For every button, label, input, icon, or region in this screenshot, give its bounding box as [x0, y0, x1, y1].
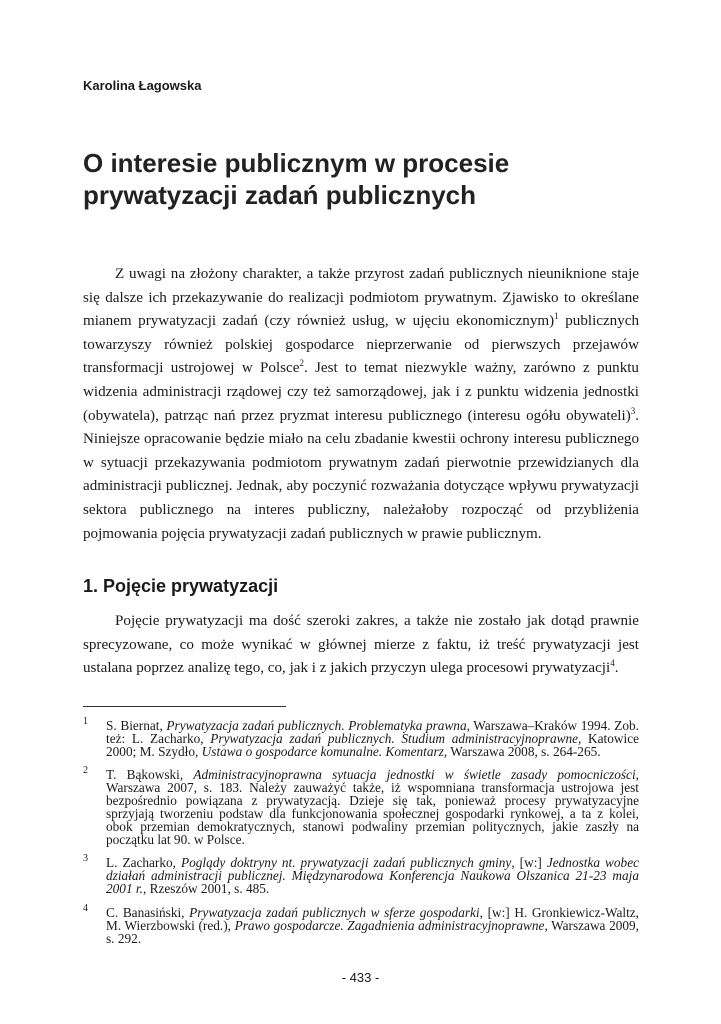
footnote-segment: , [w:] — [511, 855, 547, 870]
author-name: Karolina Łagowska — [83, 78, 202, 93]
article-title: O interesie publicznym w procesie prywatyzacji zadań publicznych — [83, 148, 510, 210]
footnote-segment: C. Banasiński, — [106, 905, 190, 920]
footnote-3 — [83, 853, 640, 896]
footnote-segment: , Warszawa 2009, s. 292. — [106, 918, 639, 946]
footnote-text — [106, 856, 639, 895]
footnote-title: Prawo gospodarcze. Zagadnienia administracyjnoprawne — [234, 918, 545, 933]
footnote-text — [106, 768, 639, 846]
footnote-segment: S. Biernat, — [106, 718, 167, 733]
section-heading: 1. Pojęcie prywatyzacji — [83, 576, 279, 596]
footnote-title: Prywatyzacja zadań publicznych. Problematyka prawna — [166, 718, 467, 733]
footnote-number: 4 — [83, 903, 88, 914]
footnote-segment: L. Zacharko, — [106, 855, 182, 870]
footnote-title: Ustawa o gospodarce komunalne. Komentarz — [201, 744, 444, 759]
footnote-title: Prywatyzacja zadań publicznych. Studium administracyjnoprawne — [210, 731, 579, 746]
footnote-title: Administracyjnoprawna sytuacja jednostki w świetle zasady pomocniczości — [193, 767, 636, 782]
footnote-ref-3[interactable]: 3 — [630, 405, 636, 416]
footnote-ref-2[interactable]: 2 — [299, 358, 304, 369]
footnote-segment: T. Bąkowski, — [106, 767, 194, 782]
intro-text-4: . Niniejsze opracowanie będzie miało na celu zbadanie kwestii ochrony interesu publicznego w sytuacji przekazywania podmiotom prywatnym zadań pierwotnie przewidzianych dla administracji publicznej. Jednak, aby poczynić rozważania dotyczące wpływu prywatyzacji sektora publicznego na interes publiczny, należałoby rozpocząć od przybliżenia pojmowania pojęcia prywatyzacji zadań publicznych w prawie publicznym. — [83, 407, 639, 542]
section-text-1: Pojęcie prywatyzacji ma dość szeroki zakres, a także nie zostało jak dotąd prawnie sprecyzowane, co może wynikać w głównej mierze z faktu, iż treść prywatyzacji jest ustalana poprzez analizę tego, co, jak i z jakich przyczyn ulega procesowi prywatyzacji — [83, 613, 639, 677]
footnote-number: 1 — [83, 716, 88, 727]
footnote-2 — [83, 765, 639, 847]
footnote-segment: , Warszawa 2008, s. 264-265. — [443, 744, 601, 759]
page-number: - 433 - — [341, 970, 380, 985]
footnote-title: Prywatyzacja zadań publicznych w sferze gospodarki — [189, 905, 480, 920]
footnote-1 — [83, 716, 639, 759]
section-text-2: . — [614, 660, 619, 677]
footnote-number: 2 — [83, 765, 88, 776]
intro-text-2: publicznych towarzyszy również polskiej gospodarce nieprzerwanie od pierwszych przejawów transformacji ustrojowej w Polsce — [83, 313, 639, 377]
footnote-ref-4[interactable]: 4 — [610, 658, 615, 669]
footnote-segment: , [w:] H. Gronkiewicz-Waltz, M. Wierzbowski (red.), — [106, 905, 639, 933]
section-paragraph — [83, 610, 639, 681]
intro-text-3: . Jest to temat niezwykle ważny, zarówno z punktu widzenia administracji rządowej czy też samorządowej, jak i z punktu widzenia jednostki (obywatela), patrząc nań przez pryzmat interesu publicznego (interesu ogółu obywateli) — [83, 360, 639, 424]
footnote-4 — [83, 903, 639, 946]
footnote-segment: , Warszawa–Kraków 1994. Zob. też: L. Zacharko, — [106, 718, 639, 746]
intro-paragraph — [83, 263, 639, 546]
intro-text-1: Z uwagi na złożony charakter, a także przyrost zadań publicznych nieuniknione staje się dalsze ich przekazywanie do realizacji podmiotom prywatnym. Zjawisko to określane mianem prywatyzacji zadań (czy również usług, w ujęciu ekonomicznym) — [83, 266, 639, 330]
footnote-segment: , Katowice 2000; M. Szydło, — [106, 731, 639, 759]
footnote-divider — [83, 706, 286, 707]
footnote-segment: , Rzeszów 2001, s. 485. — [142, 881, 270, 896]
footnote-title: Poglądy doktryny nt. prywatyzacji zadań publicznych gminy — [181, 855, 512, 870]
footnote-number: 3 — [83, 853, 88, 864]
footnote-text — [106, 906, 639, 945]
footnote-text — [106, 719, 639, 758]
footnote-segment: , Warszawa 2007, s. 183. Należy zauważyć także, iż wspomniana transformacja ustrojowa jest bezpośrednio powiązana z prywatyzacją. Dzieje się tak, ponieważ procesy prywatyzacyjne sprzyjają tworzeniu podstaw dla funkcjonowania społecznej gospodarki rynkowej, a ta z kolei, obok przemian demokratycznych, stanowi podwaliny przemian politycznych, jakie zaszły na początku lat 90. w Polsce. — [106, 767, 639, 847]
footnote-title: Jednostka wobec działań administracji publicznej. Międzynarodowa Konferencja Naukowa Olszanica 21-23 maja 2001 r. — [106, 855, 640, 896]
footnote-ref-1[interactable]: 1 — [554, 311, 559, 322]
